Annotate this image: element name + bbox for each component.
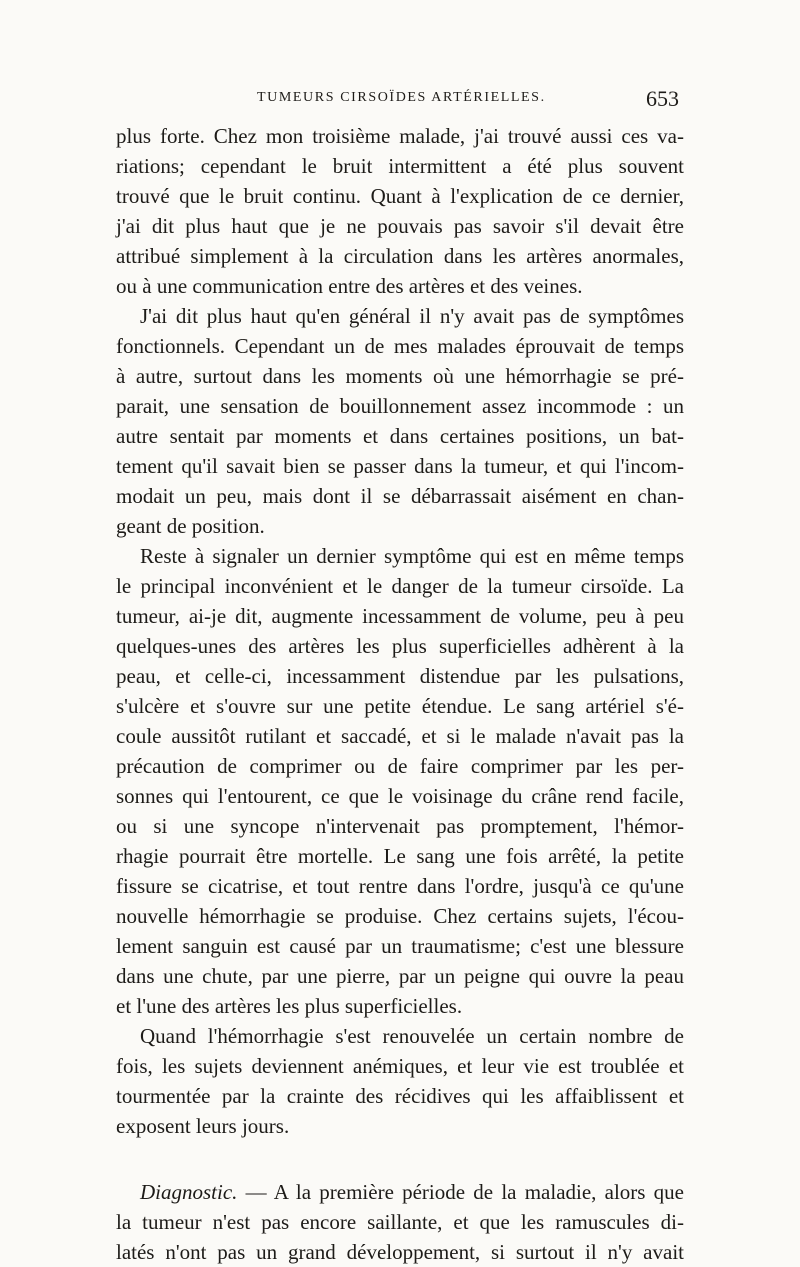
text-line: quelques-unes des artères les plus superficielles adhèrent à la — [116, 634, 684, 658]
text-line: dans une chute, par une pierre, par un peigne qui ouvre la peau — [116, 964, 684, 988]
paragraph-4 — [116, 1021, 684, 1141]
text-line: à autre, surtout dans les moments où une hémorrhagie se pré- — [116, 364, 684, 388]
paragraph-2 — [116, 301, 684, 541]
text-line: autre sentait par moments et dans certaines positions, un bat- — [116, 424, 684, 448]
text-line: parait, une sensation de bouillonnement assez incommode : un — [116, 394, 684, 418]
page-number: 653 — [646, 86, 679, 111]
text-line: coule aussitôt rutilant et saccadé, et si le malade n'avait pas la — [116, 724, 684, 748]
text-line: latés n'ont pas un grand développement, si surtout il n'y avait — [116, 1240, 684, 1264]
text-line: ou si une syncope n'intervenait pas promptement, l'hémor- — [116, 814, 684, 838]
text-line: fissure se cicatrise, et tout rentre dans l'ordre, jusqu'à ce qu'une — [116, 874, 684, 898]
text-line: ou à une communication entre des artères et des veines. — [116, 274, 583, 298]
body-text — [116, 121, 684, 1267]
running-title: TUMEURS CIRSOÏDES ARTÉRIELLES. — [257, 90, 546, 105]
text-line: précaution de comprimer ou de faire comprimer par les per- — [116, 754, 684, 778]
text-line: nouvelle hémorrhagie se produise. Chez certains sujets, l'écou- — [116, 904, 684, 928]
text-line: la tumeur n'est pas encore saillante, et que les ramuscules di- — [116, 1210, 684, 1234]
text-line: modait un peu, mais dont il se débarrassait aisément en chan- — [116, 484, 684, 508]
paragraph-1 — [116, 121, 684, 301]
text-line: exposent leurs jours. — [116, 1114, 290, 1138]
text-line: fois, les sujets deviennent anémiques, et leur vie est troublée et — [116, 1054, 684, 1078]
text-line: rhagie pourrait être mortelle. Le sang une fois arrêté, la petite — [116, 844, 684, 868]
section-gap — [116, 1141, 684, 1177]
text-line: plus forte. Chez mon troisième malade, j'ai trouvé aussi ces va- — [116, 124, 684, 148]
text-line: le principal inconvénient et le danger de la tumeur cirsoïde. La — [116, 574, 684, 598]
text-line: Quand l'hémorrhagie s'est renouvelée un certain nombre de — [140, 1024, 684, 1048]
text-line: geant de position. — [116, 514, 265, 538]
text-line: riations; cependant le bruit intermittent a été plus souvent — [116, 154, 684, 178]
text-line: trouvé que le bruit continu. Quant à l'explication de ce dernier, — [116, 184, 684, 208]
diagnostic-heading: Diagnostic. — [140, 1180, 238, 1204]
text-line: Reste à signaler un dernier symptôme qui est en même temps — [140, 544, 684, 568]
text-line: fonctionnels. Cependant un de mes malades éprouvait de temps — [116, 334, 684, 358]
text-line: tumeur, ai-je dit, augmente incessamment de volume, peu à peu — [116, 604, 684, 628]
diagnostic-first-line: — A la première période de la maladie, alors que — [237, 1180, 684, 1204]
text-line: peau, et celle-ci, incessamment distendue par les pulsations, — [116, 664, 684, 688]
text-line: sonnes qui l'entourent, ce que le voisinage du crâne rend facile, — [116, 784, 684, 808]
text-line: attribué simplement à la circulation dans les artères anormales, — [116, 244, 684, 268]
text-line: j'ai dit plus haut que je ne pouvais pas savoir s'il devait être — [116, 214, 684, 238]
text-line: tement qu'il savait bien se passer dans la tumeur, et qui l'incom- — [116, 454, 684, 478]
text-line: et l'une des artères les plus superficielles. — [116, 994, 463, 1018]
text-line: lement sanguin est causé par un traumatisme; c'est une blessure — [116, 934, 684, 958]
text-line: J'ai dit plus haut qu'en général il n'y avait pas de symptômes — [140, 304, 684, 328]
page-header — [0, 86, 800, 116]
text-line: tourmentée par la crainte des récidives qui les affaiblissent et — [116, 1084, 684, 1108]
diagnostic-section — [116, 1177, 684, 1267]
text-line — [116, 1177, 684, 1207]
text-line: s'ulcère et s'ouvre sur une petite étendue. Le sang artériel s'é- — [116, 694, 684, 718]
paragraph-3 — [116, 541, 684, 1021]
